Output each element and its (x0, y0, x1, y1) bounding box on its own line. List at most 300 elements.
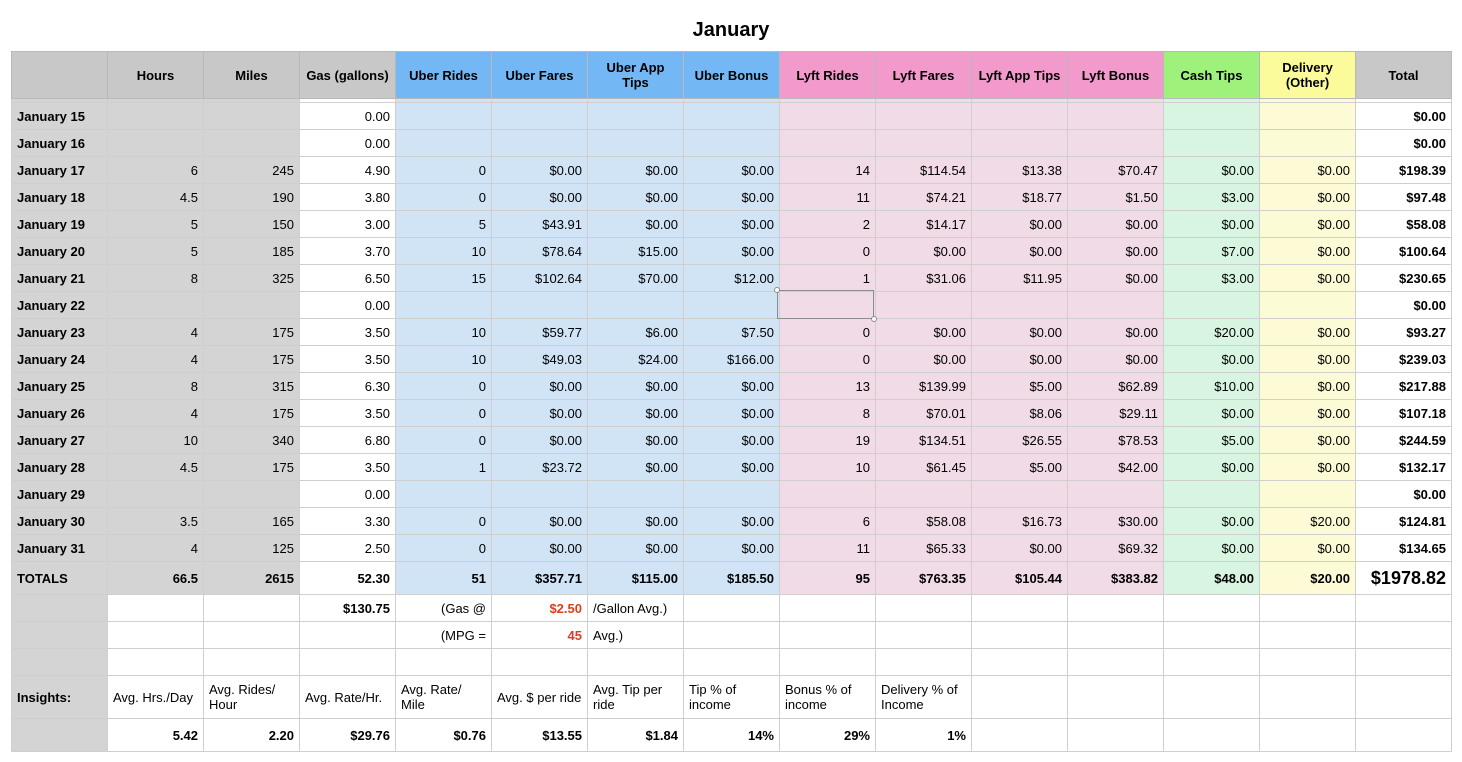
cell[interactable] (204, 103, 300, 130)
total-cell[interactable]: $763.35 (876, 562, 972, 595)
cell[interactable] (300, 649, 396, 676)
column-header[interactable]: Lyft Rides (780, 52, 876, 99)
cell[interactable] (972, 103, 1068, 130)
cell[interactable]: $14.17 (876, 211, 972, 238)
cell[interactable]: 10 (396, 346, 492, 373)
cell[interactable] (12, 622, 108, 649)
cell[interactable]: $78.64 (492, 238, 588, 265)
insight-value[interactable]: 14% (684, 719, 780, 752)
cell[interactable]: 6 (108, 157, 204, 184)
cell[interactable]: $0.00 (1260, 346, 1356, 373)
cell[interactable] (108, 292, 204, 319)
cell[interactable]: $0.00 (1068, 346, 1164, 373)
cell[interactable] (588, 292, 684, 319)
cell[interactable] (972, 292, 1068, 319)
cell[interactable]: $0.00 (588, 535, 684, 562)
total-cell[interactable]: $357.71 (492, 562, 588, 595)
cell[interactable] (108, 481, 204, 508)
cell[interactable] (492, 649, 588, 676)
cell[interactable]: 0 (396, 535, 492, 562)
cell[interactable]: 3.00 (300, 211, 396, 238)
total-cell[interactable]: $115.00 (588, 562, 684, 595)
column-header[interactable]: Cash Tips (1164, 52, 1260, 99)
cell[interactable] (972, 622, 1068, 649)
cell[interactable]: 10 (108, 427, 204, 454)
cell[interactable]: 175 (204, 454, 300, 481)
cell[interactable]: $7.00 (1164, 238, 1260, 265)
cell[interactable]: $0.00 (972, 535, 1068, 562)
cell[interactable]: $20.00 (1164, 319, 1260, 346)
cell[interactable]: 245 (204, 157, 300, 184)
selection-handle-top-left[interactable] (774, 287, 780, 293)
row-label[interactable]: January 28 (12, 454, 108, 481)
cell[interactable] (204, 481, 300, 508)
cell[interactable] (876, 481, 972, 508)
column-header[interactable]: Uber Rides (396, 52, 492, 99)
column-header[interactable]: Lyft Bonus (1068, 52, 1164, 99)
cell[interactable]: $198.39 (1356, 157, 1452, 184)
cell[interactable]: 3.80 (300, 184, 396, 211)
total-cell[interactable]: 51 (396, 562, 492, 595)
cell[interactable] (780, 130, 876, 157)
cell[interactable] (396, 130, 492, 157)
insights-label[interactable]: Insights: (12, 676, 108, 719)
gas-cost-cell[interactable]: $130.75 (300, 595, 396, 622)
cell[interactable]: 19 (780, 427, 876, 454)
cell[interactable] (1260, 103, 1356, 130)
cell[interactable]: $0.00 (1068, 319, 1164, 346)
cell[interactable]: $0.00 (1356, 130, 1452, 157)
cell[interactable]: 2 (780, 211, 876, 238)
cell[interactable]: $26.55 (972, 427, 1068, 454)
cell[interactable] (972, 130, 1068, 157)
cell[interactable]: 0 (396, 508, 492, 535)
cell[interactable]: 3.5 (108, 508, 204, 535)
cell[interactable] (12, 595, 108, 622)
cell[interactable]: $42.00 (1068, 454, 1164, 481)
cell[interactable] (108, 130, 204, 157)
cell[interactable] (1068, 130, 1164, 157)
row-label[interactable]: January 15 (12, 103, 108, 130)
cell[interactable]: $0.00 (1068, 265, 1164, 292)
cell[interactable]: $0.00 (684, 535, 780, 562)
cell[interactable] (492, 130, 588, 157)
cell[interactable]: $59.77 (492, 319, 588, 346)
row-label[interactable]: January 24 (12, 346, 108, 373)
cell[interactable] (108, 103, 204, 130)
row-label[interactable]: January 26 (12, 400, 108, 427)
cell[interactable] (1260, 130, 1356, 157)
cell[interactable]: $49.03 (492, 346, 588, 373)
cell[interactable] (876, 622, 972, 649)
cell[interactable]: $0.00 (1260, 184, 1356, 211)
cell[interactable]: $43.91 (492, 211, 588, 238)
cell[interactable] (396, 649, 492, 676)
cell[interactable] (1068, 622, 1164, 649)
cell[interactable]: 0 (780, 346, 876, 373)
row-label[interactable]: January 21 (12, 265, 108, 292)
cell[interactable] (876, 292, 972, 319)
cell[interactable]: $0.00 (1068, 211, 1164, 238)
cell[interactable] (876, 649, 972, 676)
cell[interactable]: $0.00 (588, 508, 684, 535)
cell[interactable]: $12.00 (684, 265, 780, 292)
cell[interactable]: $0.00 (1356, 481, 1452, 508)
cell[interactable] (204, 622, 300, 649)
cell[interactable]: $0.00 (588, 400, 684, 427)
cell[interactable]: 175 (204, 346, 300, 373)
cell[interactable]: 0 (396, 184, 492, 211)
cell[interactable]: 6 (780, 508, 876, 535)
total-cell[interactable]: 2615 (204, 562, 300, 595)
cell[interactable]: 0 (396, 400, 492, 427)
cell[interactable]: 8 (108, 265, 204, 292)
column-header[interactable]: Miles (204, 52, 300, 99)
cell[interactable]: $0.00 (588, 157, 684, 184)
cell[interactable]: 10 (780, 454, 876, 481)
insight-header[interactable]: Avg. $ per ride (492, 676, 588, 719)
cell[interactable]: 4 (108, 319, 204, 346)
cell[interactable] (108, 649, 204, 676)
cell[interactable]: $70.01 (876, 400, 972, 427)
cell[interactable] (1260, 481, 1356, 508)
cell[interactable]: $107.18 (1356, 400, 1452, 427)
cell[interactable] (1164, 595, 1260, 622)
cell[interactable]: $139.99 (876, 373, 972, 400)
column-header[interactable]: Delivery (Other) (1260, 52, 1356, 99)
total-cell[interactable]: $383.82 (1068, 562, 1164, 595)
cell[interactable]: $0.00 (684, 238, 780, 265)
cell[interactable]: $0.00 (1260, 535, 1356, 562)
cell[interactable]: $0.00 (1260, 427, 1356, 454)
cell[interactable]: 0 (396, 373, 492, 400)
cell[interactable]: 0 (396, 157, 492, 184)
cell[interactable]: $78.53 (1068, 427, 1164, 454)
cell[interactable]: $5.00 (972, 454, 1068, 481)
cell[interactable]: 325 (204, 265, 300, 292)
cell[interactable]: 6.80 (300, 427, 396, 454)
cell[interactable]: 3.70 (300, 238, 396, 265)
cell[interactable] (1068, 719, 1164, 752)
cell[interactable]: $8.06 (972, 400, 1068, 427)
insight-header[interactable]: Avg. Rate/Hr. (300, 676, 396, 719)
cell[interactable] (684, 622, 780, 649)
cell[interactable] (1356, 622, 1452, 649)
totals-label[interactable]: TOTALS (12, 562, 108, 595)
selection-handle-bottom-right[interactable] (871, 316, 877, 322)
cell[interactable] (684, 103, 780, 130)
gas-price-suffix[interactable]: /Gallon Avg.) (588, 595, 684, 622)
cell[interactable]: $0.00 (588, 454, 684, 481)
cell[interactable] (1068, 292, 1164, 319)
total-cell[interactable]: 95 (780, 562, 876, 595)
cell[interactable]: $0.00 (876, 319, 972, 346)
cell[interactable]: $0.00 (588, 184, 684, 211)
mpg-suffix[interactable]: Avg.) (588, 622, 684, 649)
cell[interactable]: 5 (108, 211, 204, 238)
cell[interactable]: 8 (780, 400, 876, 427)
cell[interactable] (1068, 676, 1164, 719)
column-header[interactable]: Uber Fares (492, 52, 588, 99)
cell[interactable]: 0 (396, 427, 492, 454)
cell[interactable]: 125 (204, 535, 300, 562)
cell[interactable]: $24.00 (588, 346, 684, 373)
cell[interactable] (588, 103, 684, 130)
cell[interactable]: 13 (780, 373, 876, 400)
cell[interactable]: $58.08 (1356, 211, 1452, 238)
cell[interactable]: 165 (204, 508, 300, 535)
cell[interactable]: 1 (780, 265, 876, 292)
cell[interactable] (396, 481, 492, 508)
cell[interactable]: 4.5 (108, 454, 204, 481)
cell[interactable] (492, 292, 588, 319)
gas-price-value[interactable]: $2.50 (492, 595, 588, 622)
total-cell[interactable]: $20.00 (1260, 562, 1356, 595)
cell[interactable] (1260, 292, 1356, 319)
cell[interactable]: $58.08 (876, 508, 972, 535)
cell[interactable]: 10 (396, 238, 492, 265)
cell[interactable]: 0.00 (300, 130, 396, 157)
cell[interactable] (492, 481, 588, 508)
cell[interactable]: 6.30 (300, 373, 396, 400)
cell[interactable] (780, 622, 876, 649)
cell[interactable] (972, 719, 1068, 752)
cell[interactable]: $0.00 (684, 400, 780, 427)
cell[interactable] (684, 649, 780, 676)
cell[interactable] (1068, 103, 1164, 130)
cell[interactable]: $62.89 (1068, 373, 1164, 400)
cell[interactable]: $0.00 (1260, 454, 1356, 481)
cell[interactable]: $15.00 (588, 238, 684, 265)
mpg-value[interactable]: 45 (492, 622, 588, 649)
insight-value[interactable]: $0.76 (396, 719, 492, 752)
cell[interactable] (1164, 649, 1260, 676)
cell[interactable]: 1 (396, 454, 492, 481)
cell[interactable] (1260, 676, 1356, 719)
cell[interactable]: 0.00 (300, 103, 396, 130)
cell[interactable] (300, 622, 396, 649)
cell[interactable]: 4 (108, 346, 204, 373)
cell[interactable]: $18.77 (972, 184, 1068, 211)
cell[interactable] (684, 292, 780, 319)
cell[interactable]: $0.00 (684, 454, 780, 481)
cell[interactable]: $0.00 (588, 427, 684, 454)
cell[interactable]: $3.00 (1164, 184, 1260, 211)
cell[interactable]: 5 (396, 211, 492, 238)
cell[interactable]: $244.59 (1356, 427, 1452, 454)
insight-value[interactable]: 5.42 (108, 719, 204, 752)
cell[interactable] (972, 595, 1068, 622)
cell[interactable]: $0.00 (492, 400, 588, 427)
cell[interactable]: $0.00 (492, 427, 588, 454)
cell[interactable]: 11 (780, 535, 876, 562)
cell[interactable]: $7.50 (684, 319, 780, 346)
cell[interactable]: $0.00 (1164, 454, 1260, 481)
cell[interactable]: $0.00 (684, 211, 780, 238)
cell[interactable]: $217.88 (1356, 373, 1452, 400)
cell[interactable]: $0.00 (972, 319, 1068, 346)
cell[interactable]: $166.00 (684, 346, 780, 373)
cell[interactable] (1260, 649, 1356, 676)
cell[interactable] (108, 595, 204, 622)
gas-price-label[interactable]: (Gas @ (396, 595, 492, 622)
total-cell[interactable]: $1978.82 (1356, 562, 1452, 595)
cell[interactable] (204, 595, 300, 622)
row-label[interactable]: January 23 (12, 319, 108, 346)
cell[interactable]: $11.95 (972, 265, 1068, 292)
cell[interactable]: 3.50 (300, 346, 396, 373)
cell[interactable]: 3.50 (300, 400, 396, 427)
cell[interactable]: $0.00 (1260, 157, 1356, 184)
cell[interactable] (492, 103, 588, 130)
total-cell[interactable]: $105.44 (972, 562, 1068, 595)
cell[interactable] (1356, 719, 1452, 752)
cell[interactable]: 4 (108, 535, 204, 562)
insight-header[interactable]: Delivery % of Income (876, 676, 972, 719)
cell[interactable] (780, 103, 876, 130)
cell[interactable] (972, 676, 1068, 719)
cell[interactable]: $0.00 (1260, 238, 1356, 265)
row-label[interactable]: January 20 (12, 238, 108, 265)
total-cell[interactable]: $48.00 (1164, 562, 1260, 595)
cell[interactable]: $31.06 (876, 265, 972, 292)
insight-header[interactable]: Avg. Rate/ Mile (396, 676, 492, 719)
column-header[interactable]: Lyft App Tips (972, 52, 1068, 99)
cell[interactable]: $0.00 (1356, 292, 1452, 319)
cell[interactable]: 4.90 (300, 157, 396, 184)
cell[interactable]: 14 (780, 157, 876, 184)
cell[interactable]: 3.30 (300, 508, 396, 535)
row-label[interactable]: January 30 (12, 508, 108, 535)
cell[interactable]: $0.00 (492, 508, 588, 535)
row-label[interactable]: January 17 (12, 157, 108, 184)
cell[interactable]: $0.00 (492, 157, 588, 184)
cell[interactable]: $0.00 (972, 211, 1068, 238)
cell[interactable]: 4 (108, 400, 204, 427)
cell[interactable] (780, 595, 876, 622)
cell[interactable] (972, 481, 1068, 508)
insight-value[interactable]: 1% (876, 719, 972, 752)
cell[interactable]: $134.65 (1356, 535, 1452, 562)
cell[interactable]: $0.00 (1260, 400, 1356, 427)
cell[interactable]: 3.50 (300, 319, 396, 346)
cell[interactable]: 5 (108, 238, 204, 265)
cell[interactable]: $70.00 (588, 265, 684, 292)
cell[interactable]: $0.00 (1068, 238, 1164, 265)
column-header[interactable]: Total (1356, 52, 1452, 99)
cell[interactable]: 175 (204, 400, 300, 427)
cell[interactable]: 150 (204, 211, 300, 238)
cell[interactable]: $93.27 (1356, 319, 1452, 346)
row-label[interactable]: January 31 (12, 535, 108, 562)
cell[interactable] (204, 130, 300, 157)
cell[interactable]: $0.00 (684, 427, 780, 454)
insight-header[interactable]: Avg. Hrs./Day (108, 676, 204, 719)
cell[interactable]: 11 (780, 184, 876, 211)
cell[interactable]: $0.00 (1356, 103, 1452, 130)
cell[interactable]: $0.00 (876, 238, 972, 265)
cell[interactable] (1068, 649, 1164, 676)
cell[interactable] (1356, 595, 1452, 622)
cell[interactable] (876, 595, 972, 622)
row-label[interactable]: January 22 (12, 292, 108, 319)
cell[interactable]: $0.00 (1164, 157, 1260, 184)
cell[interactable]: 315 (204, 373, 300, 400)
total-cell[interactable]: 66.5 (108, 562, 204, 595)
cell[interactable] (204, 649, 300, 676)
cell[interactable] (1356, 676, 1452, 719)
cell[interactable]: $0.00 (1164, 508, 1260, 535)
cell[interactable] (1356, 649, 1452, 676)
row-label[interactable]: January 19 (12, 211, 108, 238)
column-header[interactable] (12, 52, 108, 99)
insight-header[interactable]: Avg. Rides/ Hour (204, 676, 300, 719)
cell[interactable] (1260, 719, 1356, 752)
cell[interactable] (12, 649, 108, 676)
cell[interactable] (684, 130, 780, 157)
cell[interactable]: $97.48 (1356, 184, 1452, 211)
insight-value[interactable]: $1.84 (588, 719, 684, 752)
cell[interactable]: $5.00 (1164, 427, 1260, 454)
cell[interactable] (396, 103, 492, 130)
row-label[interactable]: January 18 (12, 184, 108, 211)
insight-header[interactable]: Bonus % of income (780, 676, 876, 719)
cell[interactable]: 3.50 (300, 454, 396, 481)
cell[interactable]: 8 (108, 373, 204, 400)
cell[interactable]: $65.33 (876, 535, 972, 562)
row-label[interactable]: January 29 (12, 481, 108, 508)
cell[interactable]: 4.5 (108, 184, 204, 211)
cell[interactable]: $0.00 (972, 238, 1068, 265)
cell[interactable] (1164, 719, 1260, 752)
cell[interactable]: $16.73 (972, 508, 1068, 535)
cell[interactable] (1164, 103, 1260, 130)
cell[interactable]: $5.00 (972, 373, 1068, 400)
cell[interactable]: 2.50 (300, 535, 396, 562)
cell[interactable]: $0.00 (684, 184, 780, 211)
cell[interactable]: $20.00 (1260, 508, 1356, 535)
cell[interactable]: $0.00 (1164, 211, 1260, 238)
total-cell[interactable]: 52.30 (300, 562, 396, 595)
cell[interactable]: $0.00 (1164, 400, 1260, 427)
cell[interactable]: $3.00 (1164, 265, 1260, 292)
cell[interactable] (108, 622, 204, 649)
cell[interactable] (1164, 481, 1260, 508)
mpg-label[interactable]: (MPG = (396, 622, 492, 649)
cell[interactable]: $100.64 (1356, 238, 1452, 265)
cell[interactable]: $114.54 (876, 157, 972, 184)
cell[interactable]: $239.03 (1356, 346, 1452, 373)
cell[interactable]: $0.00 (1260, 265, 1356, 292)
cell[interactable]: $1.50 (1068, 184, 1164, 211)
cell[interactable]: $0.00 (684, 508, 780, 535)
insight-header[interactable]: Tip % of income (684, 676, 780, 719)
cell[interactable] (780, 649, 876, 676)
insight-value[interactable]: 2.20 (204, 719, 300, 752)
total-cell[interactable]: $185.50 (684, 562, 780, 595)
column-header[interactable]: Lyft Fares (876, 52, 972, 99)
cell[interactable]: $69.32 (1068, 535, 1164, 562)
insight-value[interactable]: $29.76 (300, 719, 396, 752)
cell[interactable] (780, 292, 876, 319)
cell[interactable]: 0.00 (300, 481, 396, 508)
cell[interactable]: 10 (396, 319, 492, 346)
cell[interactable] (876, 130, 972, 157)
cell[interactable]: 6.50 (300, 265, 396, 292)
row-label[interactable]: January 16 (12, 130, 108, 157)
cell[interactable] (780, 481, 876, 508)
cell[interactable]: 0 (780, 238, 876, 265)
